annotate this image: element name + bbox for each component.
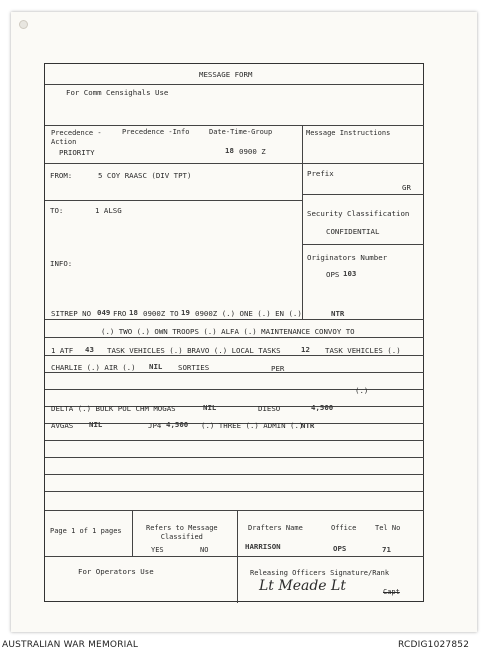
precedence-action-value: PRIORITY [59, 148, 95, 157]
rule [45, 163, 424, 164]
refers-to-message-label: Refers to Message Classified [146, 524, 218, 541]
operators-use-label: For Operators Use [78, 567, 154, 576]
rule [45, 337, 424, 338]
rule [45, 474, 424, 475]
page-count: Page 1 of 1 pages [50, 527, 122, 535]
refers-yes: YES [151, 546, 164, 554]
tel-no-label: Tel No [375, 524, 401, 532]
message-line: 0900Z TO [143, 309, 179, 318]
message-line: 0900Z (.) ONE (.) EN (.) [195, 309, 302, 318]
message-line: CHARLIE (.) AIR (.) [51, 363, 136, 372]
releasing-officer-label: Releasing Officers Signature/Rank [250, 569, 390, 577]
message-typed-number: 12 [301, 345, 310, 354]
rule [45, 372, 424, 373]
rule [45, 84, 424, 85]
rule [45, 510, 424, 511]
message-typed-number: 4,500 [166, 420, 189, 429]
message-line: FRO [113, 309, 127, 318]
message-line: AVGAS [51, 421, 74, 430]
message-line: JP4 [148, 421, 162, 430]
to-value: 1 ALSG [95, 206, 122, 215]
message-typed-value: NTR [301, 421, 315, 430]
rule [45, 125, 424, 126]
message-line: SITREP NO [51, 309, 92, 318]
dtg-day: 18 [225, 146, 234, 155]
drafters-name-value: HARRISON [245, 542, 281, 551]
rule [45, 355, 424, 356]
form-title: MESSAGE FORM [199, 70, 253, 79]
security-classification-value: CONFIDENTIAL [326, 227, 380, 236]
footer-record-id: RCDIG1027852 [398, 640, 470, 650]
message-line: (.) TWO (.) OWN TROOPS (.) ALFA (.) MAINTENANCE CONVOY TO [101, 327, 355, 336]
dtg-time: 0900 Z [239, 147, 266, 156]
message-line: (.) THREE (.) ADMIN (.) [201, 421, 304, 430]
rule [45, 457, 424, 458]
rule [45, 200, 302, 201]
precedence-info-label: Precedence -Info [122, 128, 190, 136]
originators-number-prefix: OPS [326, 270, 340, 279]
office-value: OPS [333, 544, 347, 553]
message-instructions-label: Message Instructions [306, 129, 391, 137]
from-value: 5 COY RAASC (DIV TPT) [98, 171, 192, 180]
rule [45, 556, 424, 557]
originators-number-value: 103 [343, 269, 357, 278]
rule [302, 244, 424, 245]
precedence-action-label: Precedence - Action [51, 129, 102, 146]
to-label: TO: [50, 206, 64, 215]
rule [45, 440, 424, 441]
message-line: DELTA (.) BULK POL CHM MOGAS [51, 404, 176, 413]
footer-source: AUSTRALIAN WAR MEMORIAL [2, 640, 139, 650]
rule [132, 510, 133, 556]
message-typed-number: 19 [181, 308, 190, 317]
message-typed-value: NIL [149, 362, 163, 371]
message-typed-number: 049 [97, 308, 111, 317]
rule [302, 125, 303, 163]
security-classification-label: Security Classification [307, 209, 410, 218]
message-line: DIESO [258, 404, 281, 413]
dtg-label: Date-Time-Group [209, 128, 273, 136]
message-typed-number: 4,500 [311, 403, 334, 412]
prefix-value: GR [402, 183, 411, 192]
tel-no-value: 71 [382, 545, 391, 554]
office-label: Office [331, 524, 357, 532]
staple-hole [19, 20, 28, 29]
message-line: 1 ATF [51, 346, 74, 355]
message-typed-value: NTR [331, 309, 345, 318]
rule [302, 163, 303, 319]
rule [302, 194, 424, 195]
message-typed-value: NIL [203, 403, 217, 412]
message-typed-number: 18 [129, 308, 138, 317]
originators-number-label: Originators Number [307, 253, 388, 262]
comm-use-label: For Comm Censighals Use [66, 88, 169, 97]
message-form [44, 63, 424, 602]
message-line: TASK VEHICLES (.) [325, 346, 401, 355]
rule [237, 510, 238, 603]
message-line: PER [271, 364, 285, 373]
prefix-label: Prefix [307, 169, 334, 178]
message-typed-number: 43 [85, 345, 94, 354]
from-label: FROM: [50, 171, 73, 180]
refers-no: NO [200, 546, 209, 554]
releasing-officer-signature: Lt Meade Lt [259, 578, 346, 594]
rule [45, 319, 424, 320]
message-line: SORTIES [178, 363, 210, 372]
info-label: INFO: [50, 259, 73, 268]
rule [45, 491, 424, 492]
struck-rank: Capt [383, 588, 400, 596]
message-typed-value: NIL [89, 420, 103, 429]
drafters-name-label: Drafters Name [248, 524, 303, 532]
message-line: (.) [355, 386, 369, 395]
message-line: TASK VEHICLES (.) BRAVO (.) LOCAL TASKS [107, 346, 281, 355]
